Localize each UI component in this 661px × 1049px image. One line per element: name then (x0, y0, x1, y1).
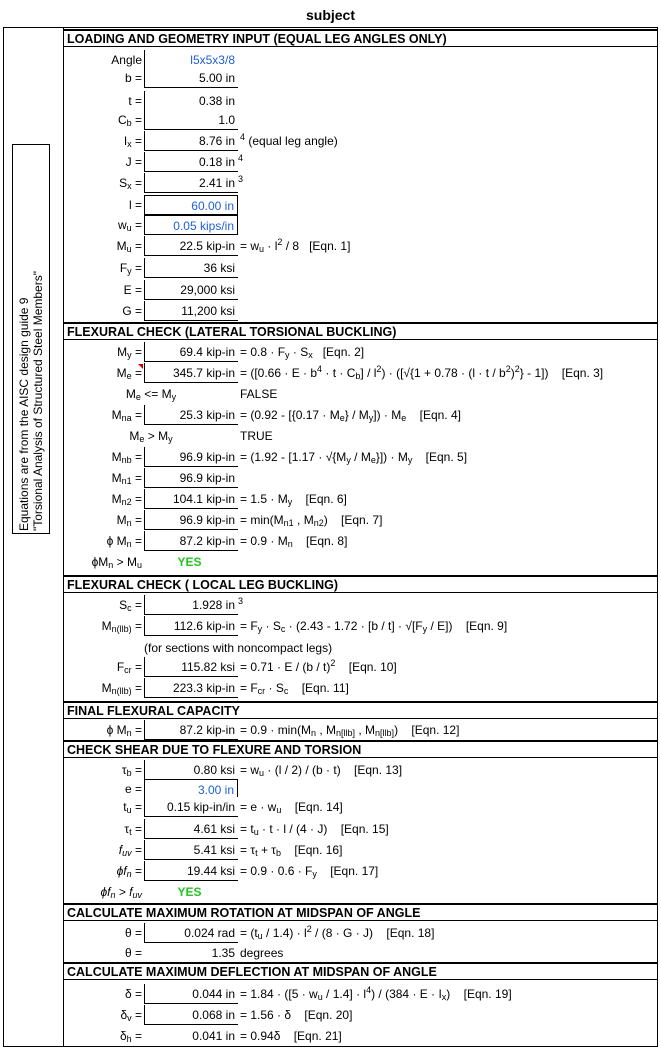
label-j: J = (125, 155, 142, 169)
eqn-mu: = $w_u \cdot l^2 / 8$ [Eqn. 1] (240, 237, 351, 254)
input-e-ecc[interactable]: 3.00 in (144, 779, 238, 799)
input-wu[interactable]: 0.05 kips/in (144, 215, 238, 235)
label-fy: $F_y$ = (119, 261, 142, 276)
row-b (64, 68, 658, 88)
value-cmp1: FALSE (240, 387, 278, 401)
value-cmp2: TRUE (240, 429, 273, 443)
row-sx (64, 173, 658, 193)
eqn-fcr: = 0.71 · E / (b / t)$^2$ [Eqn. 10] (240, 658, 397, 674)
row-cmp1 (64, 384, 658, 404)
eqn-fcr-ref: [Eqn. 10] (348, 660, 397, 674)
input-l[interactable]: 60.00 in (144, 195, 238, 215)
value-mn2[interactable]: 104.1 kip-in (144, 489, 238, 509)
row-phimn (64, 531, 658, 551)
section-header-final: FINAL FLEXURAL CAPACITY (64, 701, 658, 719)
label-sx: $S_x$ = (119, 176, 142, 191)
label-b: b = (124, 71, 142, 85)
label-mn: $M_n$ = (116, 513, 142, 528)
sc-exponent: 3 (238, 596, 244, 606)
value-b[interactable]: 5.00 in (144, 68, 238, 88)
eqn-taub-ref: [Eqn. 13] (354, 763, 403, 777)
section-header-llb: FLEXURAL CHECK ( LOCAL LEG BUCKLING) (64, 575, 658, 593)
label-mu: $M_u$ = (116, 239, 142, 254)
eqn-mnllb: = $F_y \cdot S_c \cdot (2.43 - 1.72 \cdot [b / t] \cdot √[F_y / E])$ [Eqn. 9] (240, 619, 508, 634)
side-note-box (12, 144, 50, 534)
label-taut: $\tau_t$ = (124, 822, 142, 837)
label-phimn: ϕ $M_n$ = (106, 534, 142, 549)
llb-note: (for sections with noncompact legs) (144, 641, 333, 655)
label-delta: δ = (124, 987, 142, 1001)
side-note-text (17, 147, 45, 531)
value-sc[interactable]: 1.928 in (144, 595, 238, 615)
value-t[interactable]: 0.38 in (144, 91, 238, 111)
label-mn2: $M_{n2}$ = (111, 492, 142, 507)
value-taut[interactable]: 4.61 ksi (144, 819, 238, 839)
label-mna: $M_{na}$ = (111, 408, 142, 423)
eqn-tu-ref: [Eqn. 14] (294, 800, 343, 814)
row-fuv (64, 840, 658, 860)
row-cb (64, 110, 658, 130)
value-e[interactable]: 29,000 ksi (144, 280, 238, 300)
value-taub[interactable]: 0.80 ksi (144, 760, 238, 780)
value-deltah[interactable]: 0.041 in (144, 1026, 238, 1046)
label-e-ecc: e = (124, 782, 142, 796)
label-sc: $S_c$ = (119, 598, 142, 613)
value-delta[interactable]: 0.044 in (144, 984, 238, 1004)
row-final (64, 720, 658, 740)
row-taub (64, 760, 658, 780)
label-t: t = (128, 94, 142, 108)
row-sc (64, 595, 658, 615)
row-mna (64, 405, 658, 425)
eqn-mnb: = $(1.92 - [1.17 \cdot √\{M_y / M_e\}]) \cdot M_y$ [Eqn. 5] (240, 450, 468, 465)
eqn-deltah-ref: [Eqn. 21] (293, 1029, 342, 1043)
row-theta-deg (64, 943, 658, 963)
row-cmp2 (64, 426, 658, 446)
row-phifn (64, 861, 658, 881)
label-deltah: $\delta_h$ = (119, 1029, 142, 1044)
ltb-check-result: YES (144, 552, 238, 572)
eqn-mnllb2-ref: [Eqn. 11] (301, 681, 349, 695)
label-taub: $\tau_b$ = (121, 763, 142, 778)
label-final: ϕ $M_n$ = (106, 723, 142, 738)
row-fy (64, 258, 658, 278)
label-mnb: $M_{nb}$ = (111, 450, 142, 465)
side-note-line1: Equations are from the AISC design guide 9 (17, 297, 31, 531)
eqn-theta: = $(t_u / 1.4) \cdot l^2 / (8 \cdot G \cdot J)$ [Eqn. 18] (240, 924, 435, 941)
eqn-my: = $0.8 \cdot F_y \cdot S_x$ [Eqn. 2] (240, 345, 365, 360)
value-phimn[interactable]: 87.2 kip-in (144, 531, 238, 551)
eqn-fuv-ref: [Eqn. 16] (294, 843, 343, 857)
value-mna[interactable]: 25.3 kip-in (144, 405, 238, 425)
row-j (64, 152, 658, 172)
row-ltb-check (64, 552, 658, 572)
label-ix: $I_x$ = (123, 134, 142, 149)
eqn-deltav: = 1.56 · δ [Eqn. 20] (240, 1008, 353, 1022)
label-g: G = (122, 304, 142, 318)
label-my: $M_y$ = (117, 345, 142, 360)
value-ix[interactable]: 8.76 in (144, 131, 238, 151)
value-cb[interactable]: 1.0 (144, 110, 238, 130)
eqn-mna-ref: [Eqn. 4] (419, 408, 461, 422)
row-me (64, 363, 658, 383)
eqn-mnb-ref: [Eqn. 5] (425, 450, 468, 464)
eqn-delta-ref: [Eqn. 19] (463, 987, 512, 1001)
label-tu: $t_u$ = (123, 800, 142, 815)
label-theta-rad: θ = (124, 926, 142, 940)
row-g (64, 301, 658, 321)
row-taut (64, 819, 658, 839)
label-me: $M_e$ = (116, 366, 142, 381)
label-fuv: $f_{uv}$ = (118, 843, 142, 858)
eqn-taub: = $w_u \cdot (l / 2) / (b \cdot t)$ [Eqn. 13] (240, 763, 403, 778)
row-deltah (64, 1026, 658, 1046)
ix-unit-note: $^4$ (equal leg angle) (240, 132, 338, 148)
value-deltav[interactable]: 0.068 in (144, 1005, 238, 1025)
eqn-theta-ref: [Eqn. 18] (386, 926, 435, 940)
label-cb: $C_b$ = (117, 113, 142, 128)
value-mnb[interactable]: 96.9 kip-in (144, 447, 238, 467)
eqn-final: = $0.9 \cdot \min(M_n$ , $M_{n[llb]}$ , $M_{n[llb]}$) [Eqn. 12] (240, 723, 460, 738)
value-mnllb2[interactable]: 223.3 kip-in (144, 678, 238, 698)
row-mu (64, 236, 658, 256)
row-tu (64, 797, 658, 817)
row-my (64, 342, 658, 362)
label-l: l = (128, 198, 142, 212)
row-theta-rad (64, 923, 658, 943)
theta-deg-unit: degrees (240, 946, 284, 960)
eqn-my-ref: [Eqn. 2] (322, 345, 365, 359)
eqn-mn: = $\min(M_{n1}$ , $M_{n2}$) [Eqn. 7] (240, 513, 383, 528)
eqn-fuv: = $\tau_t + \tau_b$ [Eqn. 16] (240, 843, 343, 858)
eqn-delta: = $1.84 \cdot ([5 \cdot w_u / 1.4] \cdot l^4) / (384 \cdot E \cdot I_x)$ [Eqn. 19] (240, 985, 512, 1002)
value-me[interactable]: 345.7 kip-in (144, 363, 238, 383)
row-llb-note (64, 638, 658, 658)
eqn-phimn: = $0.9 \cdot M_n$ [Eqn. 8] (240, 534, 348, 549)
row-mn2 (64, 489, 658, 509)
value-fcr[interactable]: 115.82 ksi (144, 657, 238, 677)
row-t (64, 91, 658, 111)
value-j[interactable]: 0.18 in (144, 152, 238, 172)
comment-marker[interactable] (138, 364, 143, 369)
eqn-phifn-ref: [Eqn. 17] (330, 864, 379, 878)
side-note-line2: "Torsional Analysis of Structured Steel Members" (31, 271, 45, 531)
shear-check-result: YES (144, 882, 238, 902)
eqn-mnllb2: = $F_{cr} \cdot S_c$ [Eqn. 11] (240, 681, 349, 696)
value-theta-deg[interactable]: 1.35 (144, 943, 238, 963)
label-wu: $w_u$ = (117, 218, 142, 233)
row-deltav (64, 1005, 658, 1025)
row-shear-check (64, 882, 658, 902)
row-angle (64, 50, 658, 70)
label-angle: Angle (111, 53, 142, 67)
eqn-mn2: = $1.5 \cdot M_y$ [Eqn. 6] (240, 492, 347, 507)
value-g[interactable]: 11,200 ksi (144, 301, 238, 321)
label-mn1: $M_{n1}$ = (111, 471, 142, 486)
value-phifn[interactable]: 19.44 ksi (144, 861, 238, 881)
label-cmp1: $M_e <= M_y$ (125, 387, 177, 402)
label-mnllb2: $M_{n(llb)}$ = (101, 681, 142, 696)
label-deltav: $\delta_v$ = (120, 1008, 142, 1023)
section-header-shear: CHECK SHEAR DUE TO FLEXURE AND TORSION (64, 740, 658, 758)
label-cmp2: $M_e > M_y$ (129, 429, 173, 444)
row-l (64, 195, 658, 215)
eqn-taut: = $t_u \cdot t \cdot l / (4 \cdot J)$ [Eqn. 15] (240, 822, 389, 837)
section-header-ltb: FLEXURAL CHECK (LATERAL TORSIONAL BUCKLING) (64, 322, 658, 340)
value-fy[interactable]: 36 ksi (144, 258, 238, 278)
value-tu[interactable]: 0.15 kip-in/in (144, 797, 238, 817)
eqn-mu-ref: [Eqn. 1] (309, 239, 351, 253)
value-fuv[interactable]: 5.41 ksi (144, 840, 238, 860)
value-final[interactable]: 87.2 kip-in (144, 720, 238, 740)
label-shear-check: $\phi f_n > f_{uv}$ (100, 885, 142, 900)
label-theta-deg: θ = (124, 946, 142, 960)
ix-note: (equal leg angle) (248, 134, 338, 148)
value-sx[interactable]: 2.41 in (144, 173, 238, 193)
label-mnllb: $M_{n(llb)}$ = (101, 619, 142, 634)
value-my[interactable]: 69.4 kip-in (144, 342, 238, 362)
section-header-loading: LOADING AND GEOMETRY INPUT (EQUAL LEG ANGLES ONLY) (64, 29, 658, 47)
row-mn1 (64, 468, 658, 488)
row-delta (64, 984, 658, 1004)
eqn-mna: = $(0.92 - [\{0.17 \cdot M_e\} / M_y]) \cdot M_e$ [Eqn. 4] (240, 408, 461, 423)
eqn-me-ref: [Eqn. 3] (561, 366, 604, 380)
eqn-mnllb-ref: [Eqn. 9] (465, 619, 508, 633)
eqn-mn2-ref: [Eqn. 6] (305, 492, 347, 506)
value-mu[interactable]: 22.5 kip-in (144, 236, 238, 256)
sheet-title: subject (305, 7, 355, 23)
section-header-rotation: CALCULATE MAXIMUM ROTATION AT MIDSPAN OF ANGLE (64, 903, 658, 921)
label-e: E = (123, 283, 142, 297)
row-mnllb2 (64, 678, 658, 698)
eqn-phifn: = $0.9 \cdot 0.6 \cdot F_y$ [Eqn. 17] (240, 864, 379, 879)
value-mn1[interactable]: 96.9 kip-in (144, 468, 238, 488)
row-fcr (64, 657, 658, 677)
sx-exponent: 3 (238, 174, 244, 184)
value-theta-rad[interactable]: 0.024 rad (144, 923, 238, 943)
value-mnllb[interactable]: 112.6 kip-in (144, 616, 238, 636)
eqn-mn-ref: [Eqn. 7] (341, 513, 383, 527)
row-wu (64, 215, 658, 235)
row-e-ecc (64, 779, 658, 799)
eqn-taut-ref: [Eqn. 15] (340, 822, 389, 836)
row-mnb (64, 447, 658, 467)
value-mn[interactable]: 96.9 kip-in (144, 510, 238, 530)
row-ix (64, 131, 658, 151)
row-mnllb (64, 616, 658, 636)
input-angle[interactable]: l5x5x3/8 (144, 50, 238, 70)
label-fcr: $F_{cr}$ = (116, 660, 142, 675)
eqn-phimn-ref: [Eqn. 8] (306, 534, 348, 548)
row-mn (64, 510, 658, 530)
eqn-tu: = $e \cdot w_u$ [Eqn. 14] (240, 800, 343, 815)
j-exponent: 4 (238, 153, 244, 163)
eqn-me: = $([0.66 \cdot E \cdot b^4 \cdot t \cdot C_b] / l^2) \cdot ([√\{1 + 0.78 \cdot (l \cdot t / b^2)^2\} - 1])$ [Eqn. 3] (240, 364, 604, 381)
eqn-deltah: = 0.94δ [Eqn. 21] (240, 1029, 342, 1043)
label-ltb-check: $\phi M_n > M_u$ (91, 555, 142, 570)
eqn-final-ref: [Eqn. 12] (411, 723, 460, 737)
eqn-deltav-ref: [Eqn. 20] (304, 1008, 353, 1022)
row-e (64, 280, 658, 300)
section-header-deflection: CALCULATE MAXIMUM DEFLECTION AT MIDSPAN OF ANGLE (64, 962, 658, 980)
label-phifn: $\phi f_n$ = (116, 864, 142, 879)
